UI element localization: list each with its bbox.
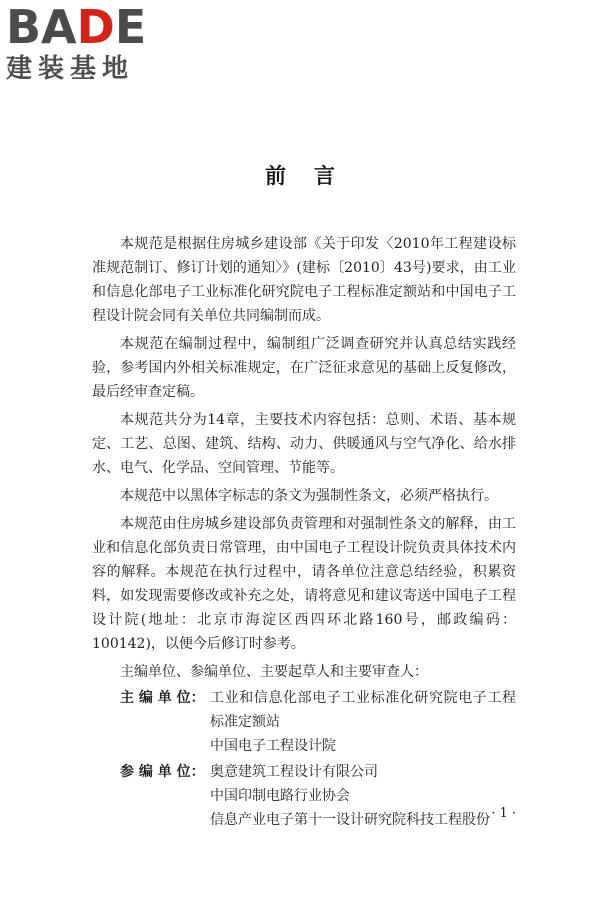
chief-units-block (92, 686, 516, 758)
logo-suffix: E (114, 0, 147, 54)
paragraph: 本规范共分为14章，主要技术内容包括：总则、术语、基本规定、工艺、总图、建筑、结构、动力、供暖通风与空气净化、给水排水、电气、化学品、空间管理、节能等。 (92, 412, 516, 476)
logo-accent-letter: D (76, 0, 115, 54)
logo-wordmark (6, 2, 176, 52)
units-intro: 主编单位、参编单位、主要起草人和主要审查人： (120, 664, 428, 680)
list-item: 中国印制电路行业协会 (210, 788, 350, 804)
page-number: · 1 · (491, 806, 516, 821)
paragraph: 本规范由住房城乡建设部负责管理和对强制性条文的解释，由工业和信息化部负责日常管理，由中国电子工程设计院负责具体技术内容的解释。本规范在执行过程中，请各单位注意总结经验，积累资料，如发现需要修改或补充之处，请将意见和建议寄送中国电子工程设计院(地址：北京市海淀区西四环北路160号，邮政编码：100142)，以便今后修订时参考。 (92, 516, 516, 652)
list-item: 奥意建筑工程设计有限公司 (210, 764, 378, 780)
participating-units-block (92, 760, 516, 832)
paragraph: 本规范是根据住房城乡建设部《关于印发〈2010年工程建设标准规范制订、修订计划的通知〉》(建标〔2010〕43号)要求，由工业和信息化部电子工业标准化研究院电子工程标准定额站和中国电子工程设计院会同有关单位共同编制而成。 (92, 236, 516, 324)
list-item: 工业和信息化部电子工业标准化研究院电子工程标准定额站 (210, 690, 516, 730)
chief-units-list (210, 686, 516, 758)
participating-units-label: 参 编 单 位： (120, 764, 205, 780)
participating-units-list (210, 760, 516, 832)
paragraph: 本规范中以黑体字标志的条文为强制性条文，必须严格执行。 (120, 488, 498, 504)
list-item: 中国电子工程设计院 (210, 738, 336, 754)
logo-prefix: BA (6, 0, 77, 54)
paragraph: 本规范在编制过程中，编制组广泛调查研究并认真总结实践经验，参考国内外相关标准规定，在广泛征求意见的基础上反复修改，最后经审查定稿。 (92, 336, 516, 400)
logo-subtitle: 建装基地 (6, 54, 135, 84)
page-title: 前言 (265, 163, 363, 188)
brand-logo (6, 2, 176, 84)
list-item: 信息产业电子第十一设计研究院科技工程股份 (210, 812, 490, 828)
chief-units-label: 主 编 单 位： (120, 690, 205, 706)
foreword-body (92, 232, 516, 832)
